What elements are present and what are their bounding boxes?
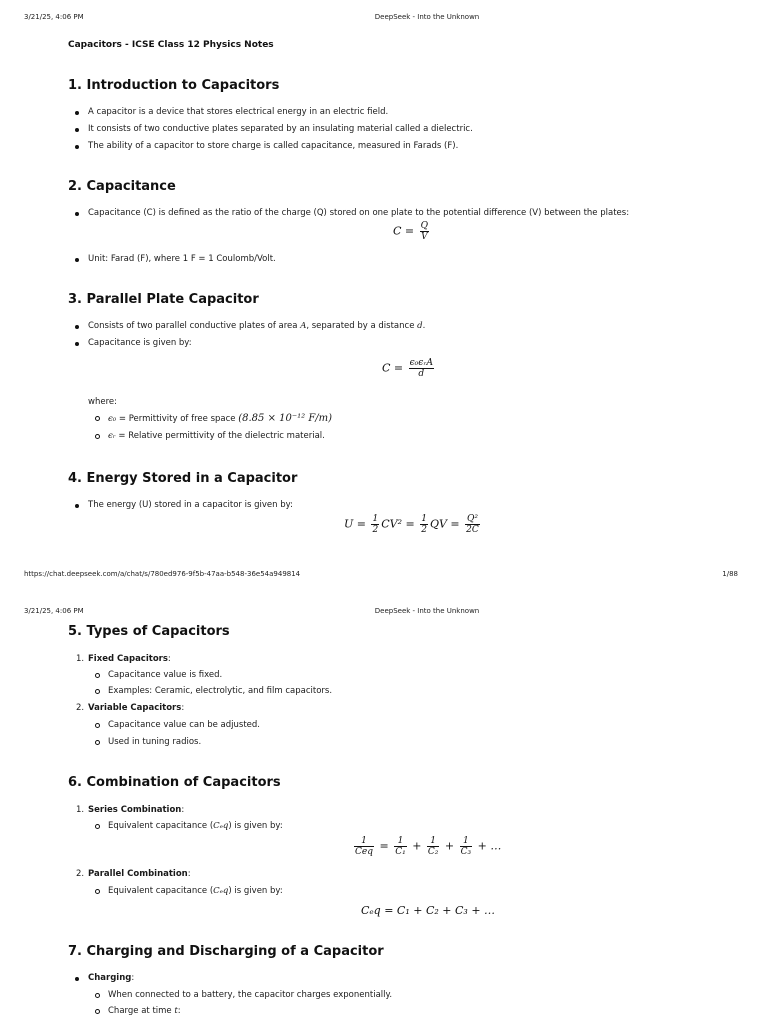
math-variable: A <box>300 321 307 331</box>
fraction <box>409 358 434 379</box>
fraction <box>420 514 428 535</box>
section-heading-energy: 4. Energy Stored in a Capacitor <box>68 471 298 486</box>
list-item: The energy (U) stored in a capacitor is given by: <box>88 500 293 510</box>
sub-list-item <box>108 886 283 896</box>
fraction <box>465 514 480 535</box>
math-variable: t <box>174 1006 178 1016</box>
section-heading-introduction: 1. Introduction to Capacitors <box>68 78 280 93</box>
print-site-title: DeepSeek - Into the Unknown <box>374 607 480 615</box>
numerator: 1 <box>427 836 440 847</box>
numerator: 1 <box>372 514 379 524</box>
sub-list-text: : <box>177 1006 181 1016</box>
item-title: Variable Capacitors <box>88 703 182 713</box>
sub-list-text: = Relative permittivity of the dielectric material. <box>115 431 325 441</box>
denominator: 2 <box>372 525 379 535</box>
item-title: Parallel Combination <box>88 869 188 879</box>
item-title: Series Combination <box>88 805 182 815</box>
item-number: 1. <box>76 654 85 664</box>
page-number: 1/88 <box>722 570 738 578</box>
equation-series: $\frac{1}{\text{Ceq}}$ = $\frac{1}{\text{C₁}}$ + $\frac{1}{\text{C₂}}$ + $\frac{1}{\text{C₃}}$ + … <box>355 836 502 857</box>
equation-term: CV² = <box>381 517 415 531</box>
fraction <box>460 836 473 857</box>
equation-lhs: U = <box>344 517 366 531</box>
list-item: It consists of two conductive plates separated by an insulating material called a dielectric. <box>88 124 473 134</box>
sub-list-text: = Permittivity of free space <box>116 414 239 424</box>
sub-list-item: Examples: Ceramic, electrolytic, and film capacitors. <box>108 686 333 696</box>
list-item: Capacitance is given by: <box>88 338 192 348</box>
equation-lhs: C = <box>382 361 404 375</box>
section-heading-charging: 7. Charging and Discharging of a Capacitor <box>68 944 384 959</box>
equation-term: QV = <box>429 517 460 531</box>
item-title: Charging <box>88 973 132 983</box>
numerator: 1 <box>354 836 374 847</box>
document-title: Capacitors - ICSE Class 12 Physics Notes <box>68 40 274 50</box>
section-heading-combination: 6. Combination of Capacitors <box>68 775 281 790</box>
print-footer <box>0 570 768 582</box>
item-title: Fixed Capacitors <box>88 654 168 664</box>
fraction <box>354 836 374 857</box>
sub-list-text: Equivalent capacitance ( <box>108 886 214 896</box>
list-item-text: Consists of two parallel conductive plates of area <box>88 321 301 331</box>
print-header <box>0 13 768 25</box>
where-label: where: <box>88 397 117 407</box>
section-heading-capacitance: 2. Capacitance <box>68 179 176 194</box>
print-datetime: 3/21/25, 4:06 PM <box>24 607 84 615</box>
equation-term: + … <box>477 839 502 853</box>
sub-list-item: Capacitance value is fixed. <box>108 670 223 680</box>
sub-list-item <box>108 821 283 831</box>
list-item: Charging: <box>88 973 135 983</box>
numbered-item: 2. Parallel Combination: <box>76 869 191 879</box>
math-symbol: Cₑq <box>213 821 229 831</box>
denominator: 2C <box>466 525 479 535</box>
denominator: Ceq <box>355 847 373 857</box>
print-site-title: DeepSeek - Into the Unknown <box>374 13 480 21</box>
numbered-item: 2. Variable Capacitors: <box>76 703 185 713</box>
sub-list-item: Capacitance value can be adjusted. <box>108 720 260 730</box>
list-item <box>88 321 425 331</box>
item-number: 2. <box>76 869 85 879</box>
numerator: 1 <box>460 836 473 847</box>
print-url: https://chat.deepseek.com/a/chat/s/780ed976-9f5b-47aa-b548-36e54a949814 <box>24 570 301 578</box>
equation-capacitance <box>393 221 431 242</box>
math-symbol: ϵᵣ <box>108 431 116 441</box>
numerator: ϵ₀ϵᵣA <box>409 358 433 368</box>
numerator: Q² <box>466 514 478 524</box>
denominator: 2 <box>421 525 427 535</box>
sub-list-item: Used in tuning radios. <box>108 737 202 747</box>
item-number: 2. <box>76 703 85 713</box>
denominator: C₂ <box>427 847 439 857</box>
equation-energy <box>344 514 482 535</box>
equation-lhs: C = <box>393 224 415 238</box>
fraction <box>420 221 429 242</box>
print-datetime: 3/21/25, 4:06 PM <box>24 13 84 21</box>
fraction <box>371 514 379 535</box>
sub-list-item <box>108 1006 181 1016</box>
math-value: (8.85 × 10⁻¹² F/m) <box>238 413 333 424</box>
list-item: The ability of a capacitor to store charge is called capacitance, measured in Farads (F). <box>88 141 459 151</box>
sub-list-text: Charge at time <box>108 1006 175 1016</box>
math-symbol: Cₑq <box>213 886 229 896</box>
math-symbol: ϵ₀ <box>108 414 117 424</box>
equation-parallel-plate <box>382 358 436 379</box>
numbered-item: 1. Fixed Capacitors: <box>76 654 171 664</box>
sub-list-item <box>108 413 332 424</box>
numerator: Q <box>420 221 429 231</box>
sub-list-text: ) is given by: <box>228 821 283 831</box>
denominator: C₃ <box>460 847 472 857</box>
denominator: C₁ <box>395 847 406 857</box>
sub-list-item: When connected to a battery, the capacitor charges exponentially. <box>108 990 393 1000</box>
sub-list-item <box>108 431 325 441</box>
sub-list-text: ) is given by: <box>228 886 283 896</box>
list-item: Capacitance (C) is defined as the ratio of the charge (Q) stored on one plate to the potential difference (V) between the plates: <box>88 208 630 218</box>
numerator: 1 <box>394 836 407 847</box>
list-item-text: , separated by a distance <box>306 321 418 331</box>
denominator: V <box>421 232 428 242</box>
print-header <box>0 607 768 619</box>
fraction <box>394 836 407 857</box>
numerator: 1 <box>421 514 427 524</box>
list-item: A capacitor is a device that stores electrical energy in an electric field. <box>88 107 389 117</box>
denominator: d <box>418 369 425 379</box>
numbered-item: 1. Series Combination: <box>76 805 185 815</box>
sub-list-text: Equivalent capacitance ( <box>108 821 214 831</box>
item-number: 1. <box>76 805 85 815</box>
equation-parallel: Cₑq = C₁ + C₂ + C₃ + … <box>361 904 496 917</box>
list-item: Unit: Farad (F), where 1 F = 1 Coulomb/Volt. <box>88 254 276 264</box>
math-variable: d <box>417 321 423 331</box>
fraction <box>427 836 440 857</box>
section-heading-types: 5. Types of Capacitors <box>68 624 230 639</box>
list-item-text: . <box>422 321 426 331</box>
section-heading-parallel-plate: 3. Parallel Plate Capacitor <box>68 292 259 307</box>
